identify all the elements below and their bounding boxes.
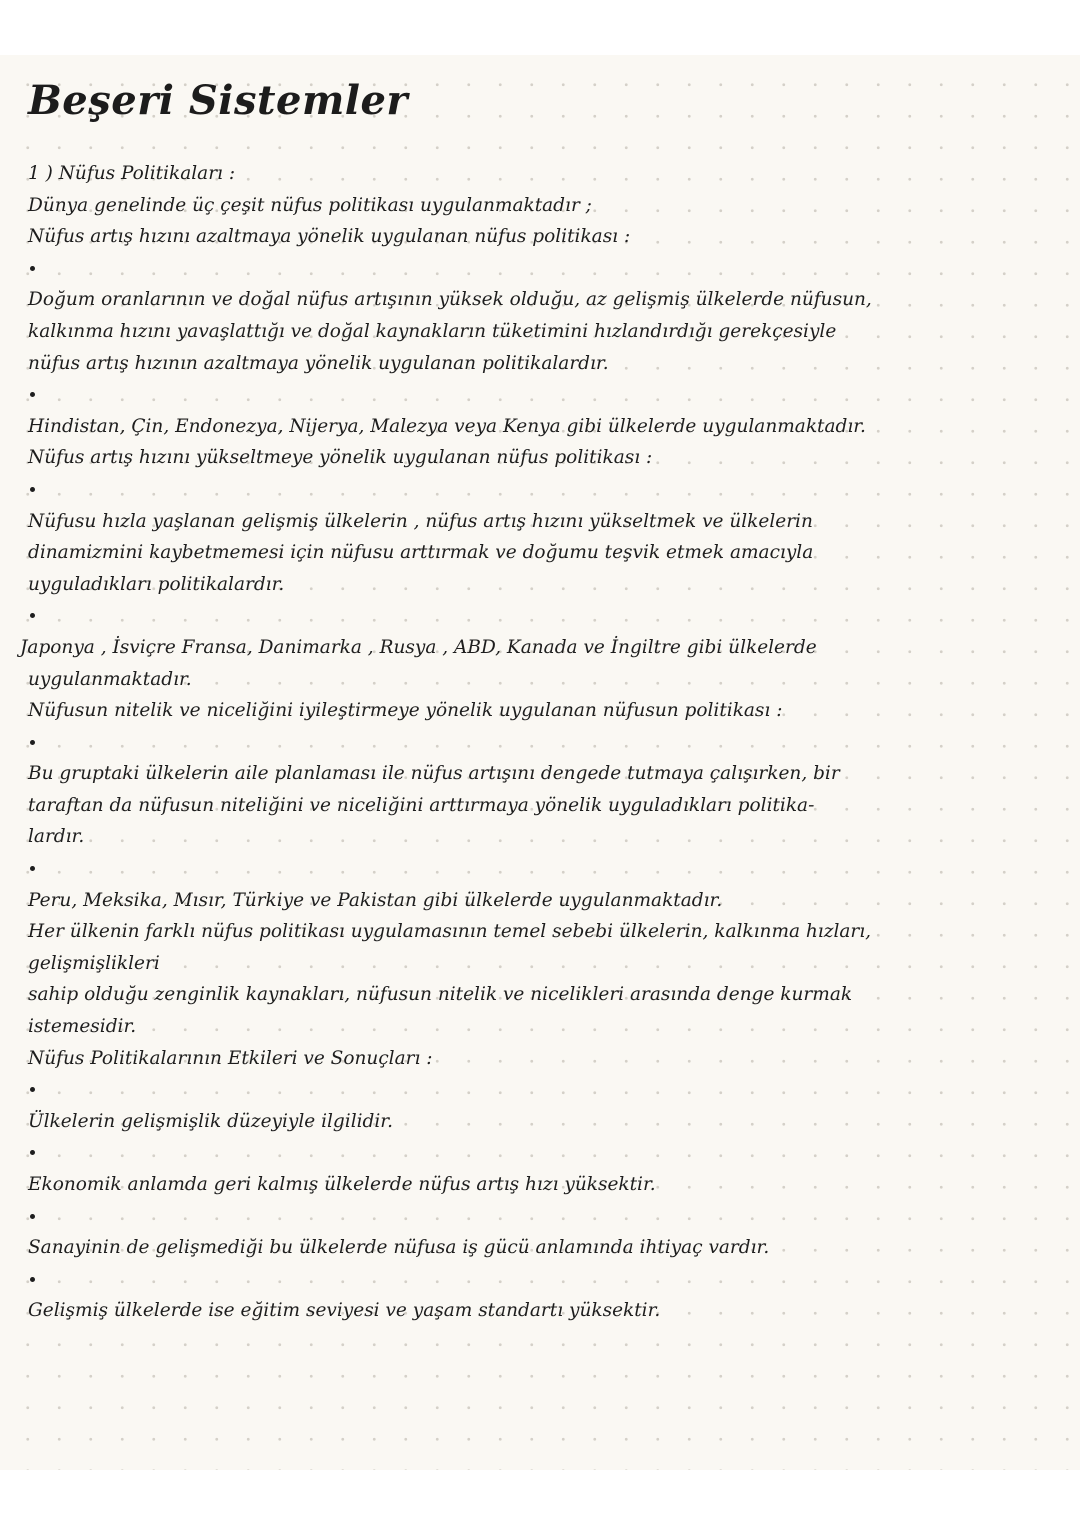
text-line: Hindistan, Çin, Endonezya, Nijerya, Malezya veya Kenya gibi ülkelerde uygulanmaktadır. bbox=[28, 415, 866, 437]
text-line: Peru, Meksika, Mısır, Türkiye ve Pakistan gibi ülkelerde uygulanmaktadır. bbox=[28, 889, 723, 911]
bullet-icon bbox=[28, 1264, 988, 1296]
subheading: Nüfus Politikalarının Etkileri ve Sonuçları : bbox=[28, 1047, 433, 1069]
bullet-icon bbox=[28, 853, 988, 885]
bullet-icon bbox=[28, 253, 988, 285]
text-line: Dünya genelinde üç çeşit nüfus politikası uygulanmaktadır ; bbox=[28, 194, 592, 216]
text-line: Her ülkenin farklı nüfus politikası uygulamasının temel sebebi ülkelerin, kalkınma hızları, bbox=[28, 921, 872, 943]
text-line: dinamizmini kaybetmemesi için nüfusu arttırmak ve doğumu teşvik etmek amacıyla bbox=[28, 542, 814, 564]
note-body bbox=[20, 158, 988, 1327]
bullet-icon bbox=[28, 379, 988, 411]
text-line: istemesidir. bbox=[28, 1016, 137, 1038]
text-line: Sanayinin de gelişmediği bu ülkelerde nüfusa iş gücü anlamında ihtiyaç vardır. bbox=[28, 1237, 770, 1259]
note-page bbox=[0, 55, 1080, 1470]
text-line: taraftan da nüfusun niteliğini ve niceliğini arttırmaya yönelik uyguladıkları politika- bbox=[28, 794, 815, 816]
page-title: Beşeri Sistemler bbox=[28, 77, 408, 124]
text-line: gelişmişlikleri bbox=[28, 952, 160, 974]
text-line: Ülkelerin gelişmişlik düzeyiyle ilgilidir. bbox=[28, 1110, 393, 1132]
text-line: sahip olduğu zenginlik kaynakları, nüfusun nitelik ve nicelikleri arasında denge kurmak bbox=[28, 984, 853, 1006]
text-line: lardır. bbox=[28, 826, 85, 848]
text-line: Gelişmiş ülkelerde ise eğitim seviyesi ve yaşam standartı yüksektir. bbox=[28, 1300, 661, 1322]
text-line: Japonya , İsviçre Fransa, Danimarka , Rusya , ABD, Kanada ve İngiltre gibi ülkelerde bbox=[20, 636, 817, 658]
text-line: Nüfusu hızla yaşlanan gelişmiş ülkelerin , nüfus artış hızını yükseltmek ve ülkelerin bbox=[28, 510, 813, 532]
bullet-icon bbox=[28, 600, 988, 632]
subheading: Nüfus artış hızını yükseltmeye yönelik uygulanan nüfus politikası : bbox=[28, 447, 653, 469]
text-line: Ekonomik anlamda geri kalmış ülkelerde nüfus artış hızı yüksektir. bbox=[28, 1174, 656, 1195]
text-line: uyguladıkları politikalardır. bbox=[28, 573, 285, 595]
text-line: kalkınma hızını yavaşlattığı ve doğal kaynakların tüketimini hızlandırdığı gerekçesiyle bbox=[28, 320, 837, 342]
bullet-icon bbox=[28, 1201, 988, 1233]
bullet-icon bbox=[28, 474, 988, 506]
text-line: Doğum oranlarının ve doğal nüfus artışının yüksek olduğu, az gelişmiş ülkelerde nüfusun, bbox=[28, 289, 872, 311]
text-line: nüfus artış hızının azaltmaya yönelik uygulanan politikalardır. bbox=[28, 352, 609, 374]
bullet-icon bbox=[28, 1137, 988, 1169]
subheading: Nüfusun nitelik ve niceliğini iyileştirmeye yönelik uygulanan nüfusun politikası : bbox=[28, 700, 783, 722]
section-heading: 1 ) Nüfus Politikaları : bbox=[28, 163, 236, 184]
text-line: Bu gruptaki ülkelerin aile planlaması ile nüfus artışını dengede tutmaya çalışırken, bir bbox=[28, 763, 840, 785]
text-line: uygulanmaktadır. bbox=[28, 668, 192, 690]
bullet-icon bbox=[28, 1074, 988, 1106]
bullet-icon bbox=[28, 727, 988, 759]
subheading: Nüfus artış hızını azaltmaya yönelik uygulanan nüfus politikası : bbox=[28, 226, 631, 248]
